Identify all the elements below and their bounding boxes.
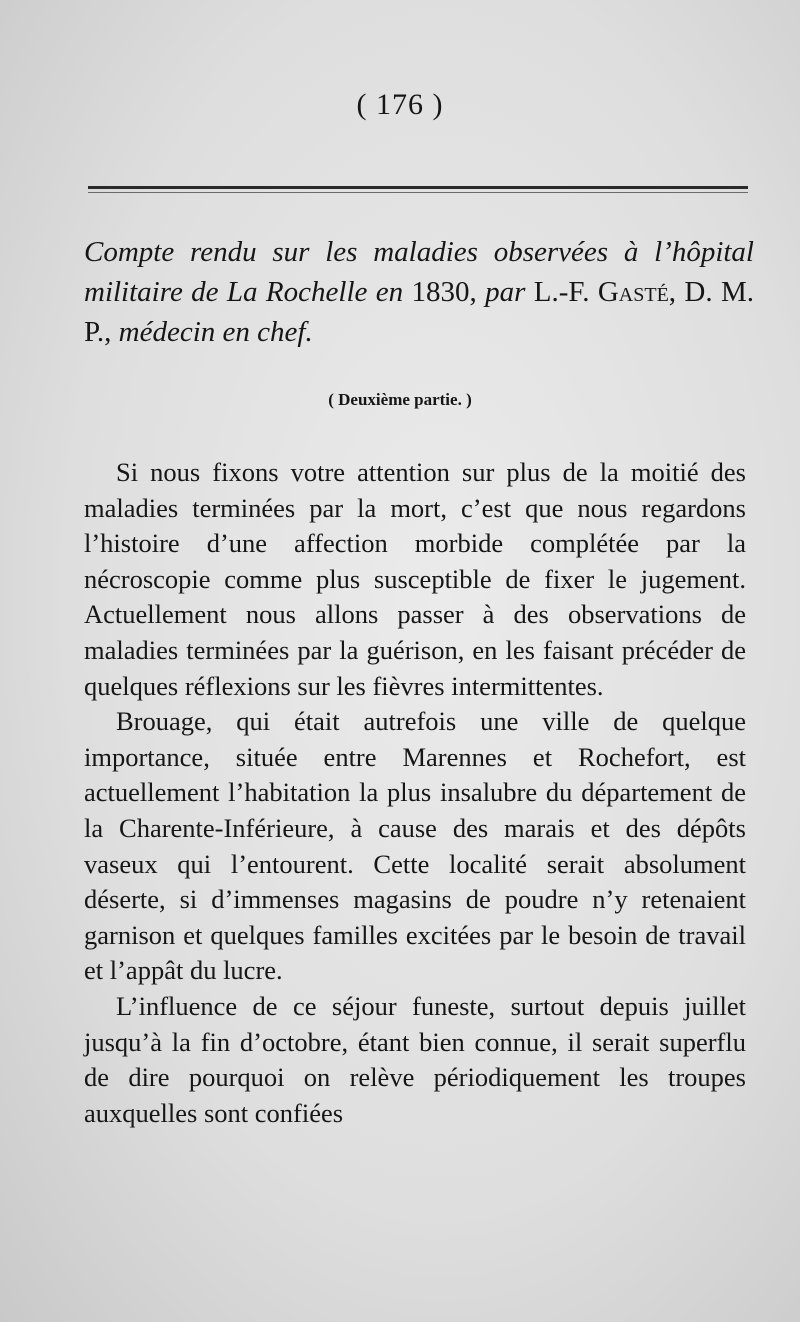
title-part-2: par [485,276,526,308]
article-title [84,232,754,352]
paragraph: L’influence de ce séjour funeste, surtout depuis juillet jusqu’à la fin d’octobre, étant bien connue, il serait superflu de dire pourquoi on relève périodiquement les troupes auxquelles sont confiées [84,990,746,1128]
title-part-3: médecin en chef. [118,316,313,348]
title-part-1: Compte rendu sur les maladies observées à l’hôpital militaire de La Rochelle en [84,236,754,308]
title-year: 1830, [411,276,477,308]
title-author: L.-F. Gasté, D. M. P., [84,276,755,348]
header-rule-thin [88,192,748,193]
article-subtitle: ( Deuxième partie. ) [328,390,472,409]
paragraph: Si nous fixons votre attention sur plus de la moitié des maladies terminées par la mort, c’est que nous regardons l’histoire d’une affection morbide complétée par la nécroscopie comme plus susceptible de fixer le jugement. Actuellement nous allons passer à des observations de maladies terminées par la guérison, en les faisant précéder de quelques réflexions sur les fièvres intermittentes. [84,457,746,701]
header-rule [88,186,748,189]
article-body [84,455,746,1131]
page-number: ( 176 ) [356,88,444,121]
paragraph: Brouage, qui était autrefois une ville de quelque importance, située entre Marennes et Rochefort, est actuellement l’habitation la plus insalubre du département de la Charente-Inférieure, à cause des marais et des dépôts vaseux qui l’entourent. Cette localité serait absolument déserte, si d’immenses magasins de poudre n’y retenaient garnison et quelques familles excitées par le besoin de travail et l’appât du lucre. [84,706,746,986]
